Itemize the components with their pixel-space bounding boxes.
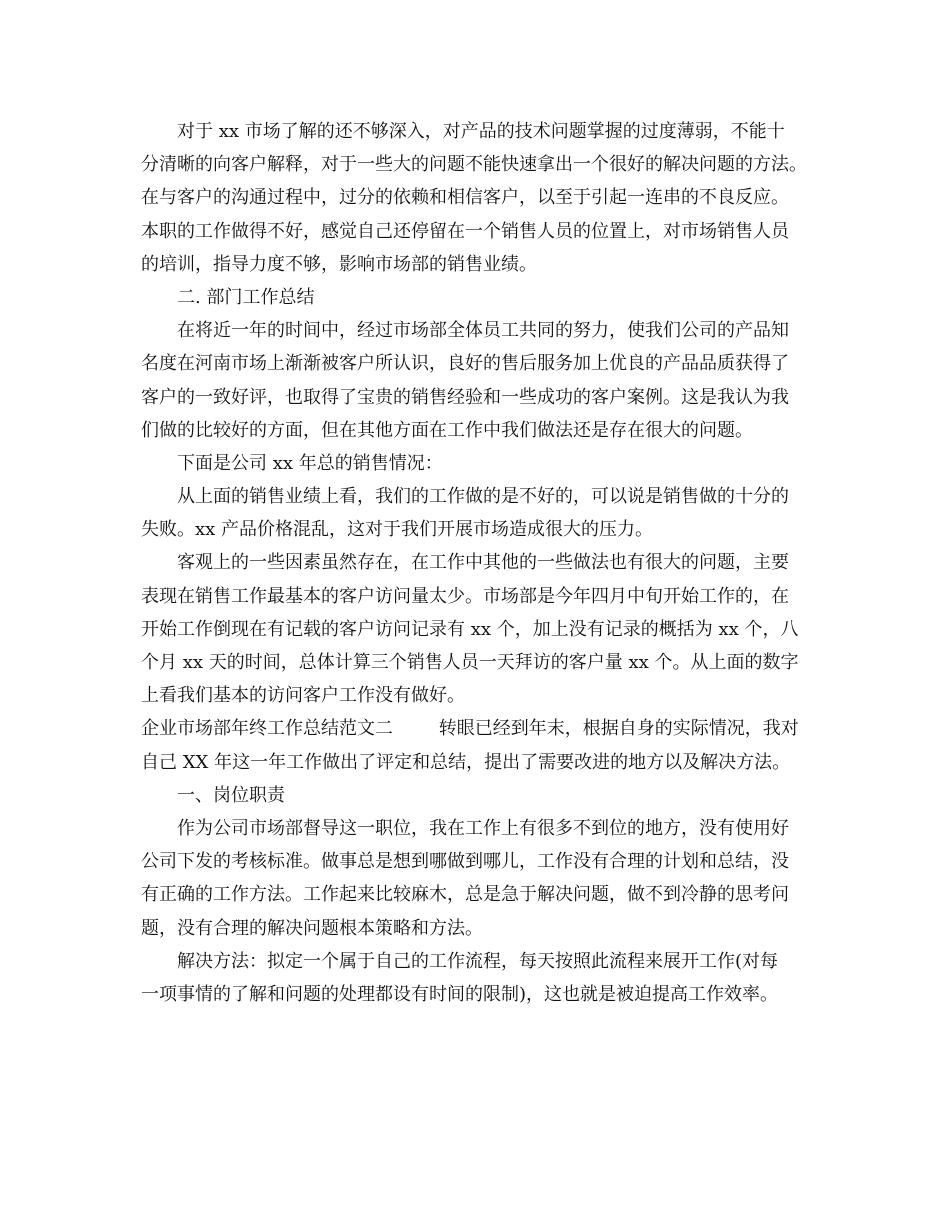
text-line: 客户的一致好评，也取得了宝贵的销售经验和一些成功的客户案例。这是我认为我 (141, 386, 789, 408)
text-line: 失败。xx 产品价格混乱，这对于我们开展市场造成很大的压力。 (141, 519, 654, 541)
text-line: 解决方法：拟定一个属于自己的工作流程，每天按照此流程来展开工作(对每 (177, 950, 779, 972)
text-line: 公司下发的考核标准。做事总是想到哪做到哪儿，工作没有合理的计划和总结，没 (141, 851, 789, 873)
text-line: 一项事情的了解和问题的处理都设有时间的限制)，这也就是被迫提高工作效率。 (141, 983, 779, 1005)
text-line: 分清晰的向客户解释，对于一些大的问题不能快速拿出一个很好的解决问题的方法。 (141, 154, 807, 176)
text-line: 对于 xx 市场了解的还不够深入，对产品的技术问题掌握的过度薄弱，不能十 (177, 121, 785, 142)
text-line: 在与客户的沟通过程中，过分的依赖和相信客户，以至于引起一连串的不良反应。 (141, 187, 789, 209)
text-line: 题，没有合理的解决问题根本策略和方法。 (141, 917, 483, 939)
section-heading: 二. 部门工作总结 (177, 286, 315, 308)
text-line: 客观上的一些因素虽然存在，在工作中其他的一些做法也有很大的问题，主要 (177, 552, 789, 574)
text-line: 名度在河南市场上渐渐被客户所认识，良好的售后服务加上优良的产品品质获得了 (141, 353, 789, 375)
text-line: 自己 XX 年这一年工作做出了评定和总结，提出了需要改进的地方以及解决方法。 (141, 751, 791, 773)
document-body (141, 115, 831, 1011)
text-line: 作为公司市场部督导这一职位，我在工作上有很多不到位的地方，没有使用好 (177, 817, 789, 839)
section-heading: 一、岗位职责 (177, 784, 285, 806)
text-line: 们做的比较好的方面，但在其他方面在工作中我们做法还是存在很大的问题。 (141, 419, 753, 441)
text-line: 开始工作倒现在有记载的客户访问记录有 xx 个，加上没有记录的概括为 xx 个，八 (141, 618, 799, 640)
text-line: 下面是公司 xx 年总的销售情况： (177, 452, 443, 474)
text-line: 的培训，指导力度不够，影响市场部的销售业绩。 (141, 253, 537, 275)
text-line: 上看我们基本的访问客户工作没有做好。 (141, 685, 465, 707)
text-line: 从上面的销售业绩上看，我们的工作做的是不好的，可以说是销售做的十分的 (177, 486, 789, 508)
text-line: 在将近一年的时间中，经过市场部全体员工共同的努力，使我们公司的产品知 (177, 320, 789, 342)
section-title-line: 企业市场部年终工作总结范文二 转眼已经到年末，根据自身的实际情况，我对 (141, 718, 799, 740)
text-line: 表现在销售工作最基本的客户访问量太少。市场部是今年四月中旬开始工作的，在 (141, 585, 789, 607)
text-line: 本职的工作做得不好，感觉自己还停留在一个销售人员的位置上，对市场销售人员 (141, 220, 789, 242)
text-line: 有正确的工作方法。工作起来比较麻木，总是急于解决问题，做不到冷静的思考问 (141, 884, 789, 906)
text-line: 个月 xx 天的时间，总体计算三个销售人员一天拜访的客户量 xx 个。从上面的数字 (141, 652, 799, 673)
